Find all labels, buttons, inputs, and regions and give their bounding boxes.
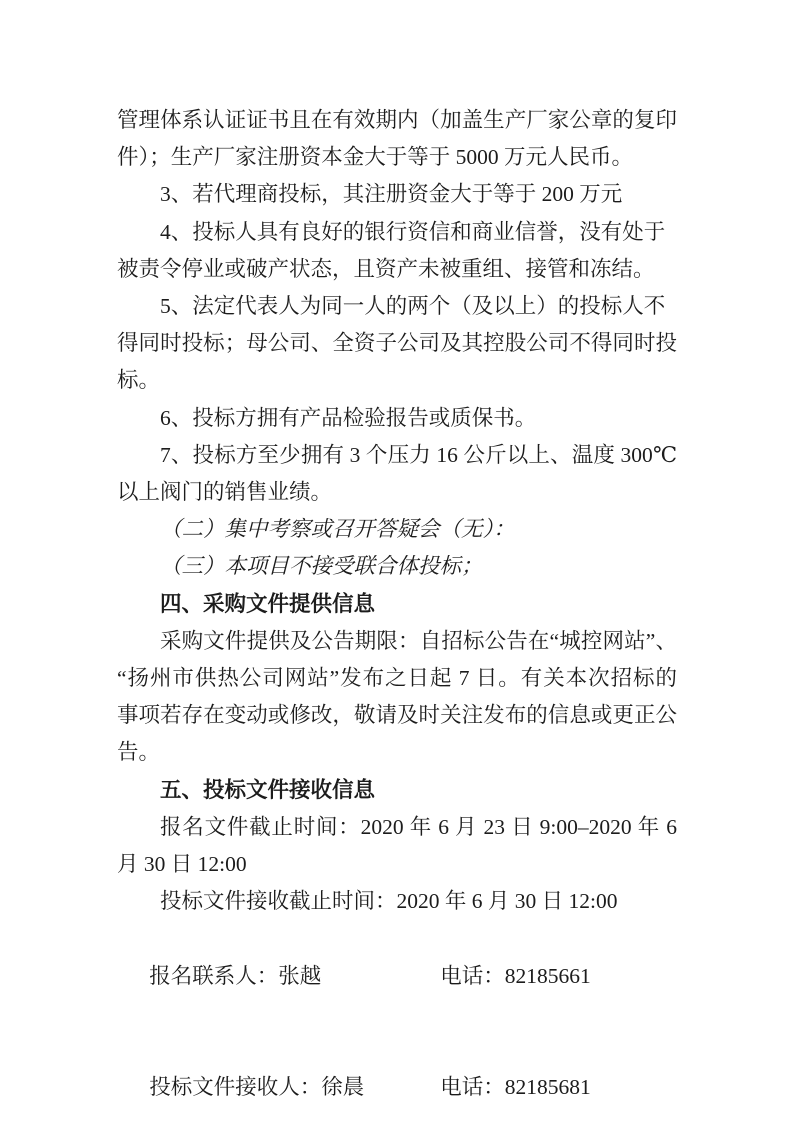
doc-line-announce-end: 告。: [117, 740, 161, 765]
doc-line-bid-doc-deadline: 投标文件接收截止时间：2020 年 6 月 30 日 12:00: [160, 889, 618, 914]
doc-line-item-3-agent: 3、若代理商投标，其注册资金大于等于 200 万元: [160, 182, 623, 207]
section-heading-procurement-docs: 四、采购文件提供信息: [160, 591, 376, 616]
doc-line-announce-cont-1: “扬州市供热公司网站”发布之日起 7 日。有关本次招标的: [117, 666, 677, 691]
doc-line-announce-cont-2: 事项若存在变动或修改，敬请及时关注发布的信息或更正公: [117, 703, 677, 728]
doc-line-item-5-cont: 得同时投标；母公司、全资子公司及其控股公司不得同时投: [117, 331, 677, 356]
contact-phone-registration: 电话：82185661: [440, 963, 591, 988]
contact-name-registration: 报名联系人：张越: [149, 963, 322, 988]
doc-line-signup-deadline: 报名文件截止时间：2020 年 6 月 23 日 9:00–2020 年 6: [160, 814, 677, 839]
doc-line-item-4-credit: 4、投标人具有良好的银行资信和商业信誉，没有处于: [160, 219, 666, 244]
doc-line-item-7-performance: 7、投标方至少拥有 3 个压力 16 公斤以上、温度 300℃: [160, 442, 677, 467]
doc-line-registered-capital: 件）；生产厂家注册资本金大于等于 5000 万元人民币。: [117, 145, 634, 170]
doc-line-announce-period: 采购文件提供及公告期限：自招标公告在“城控网站”、: [160, 628, 677, 653]
item-site-visit-none: （二）集中考察或召开答疑会（无）：: [160, 517, 515, 542]
doc-line-signup-deadline-cont: 月 30 日 12:00: [117, 852, 247, 877]
contact-row-registration: [117, 920, 677, 1032]
document-content: [117, 102, 677, 1122]
doc-line-item-4-cont: 被责令停业或破产状态，且资产未被重组、接管和冻结。: [117, 256, 655, 281]
doc-line-item-7-cont: 以上阀门的销售业绩。: [117, 480, 333, 505]
contact-name-bid-reception: 投标文件接收人：徐晨: [149, 1075, 365, 1100]
doc-line-item-5-legal-rep: 5、法定代表人为同一人的两个（及以上）的投标人不: [160, 294, 666, 319]
contact-phone-bid-reception: 电话：82185681: [440, 1075, 591, 1100]
item-no-consortium: （三）本项目不接受联合体投标；: [160, 554, 483, 579]
doc-line-item-6-reports: 6、投标方拥有产品检验报告或质保书。: [160, 405, 537, 430]
section-heading-bid-reception: 五、投标文件接收信息: [160, 777, 376, 802]
contact-row-bid-reception: [117, 1032, 677, 1122]
doc-line-cert-validity: 管理体系认证证书且在有效期内（加盖生产厂家公章的复印: [117, 108, 677, 132]
doc-line-item-5-end: 标。: [117, 368, 161, 393]
